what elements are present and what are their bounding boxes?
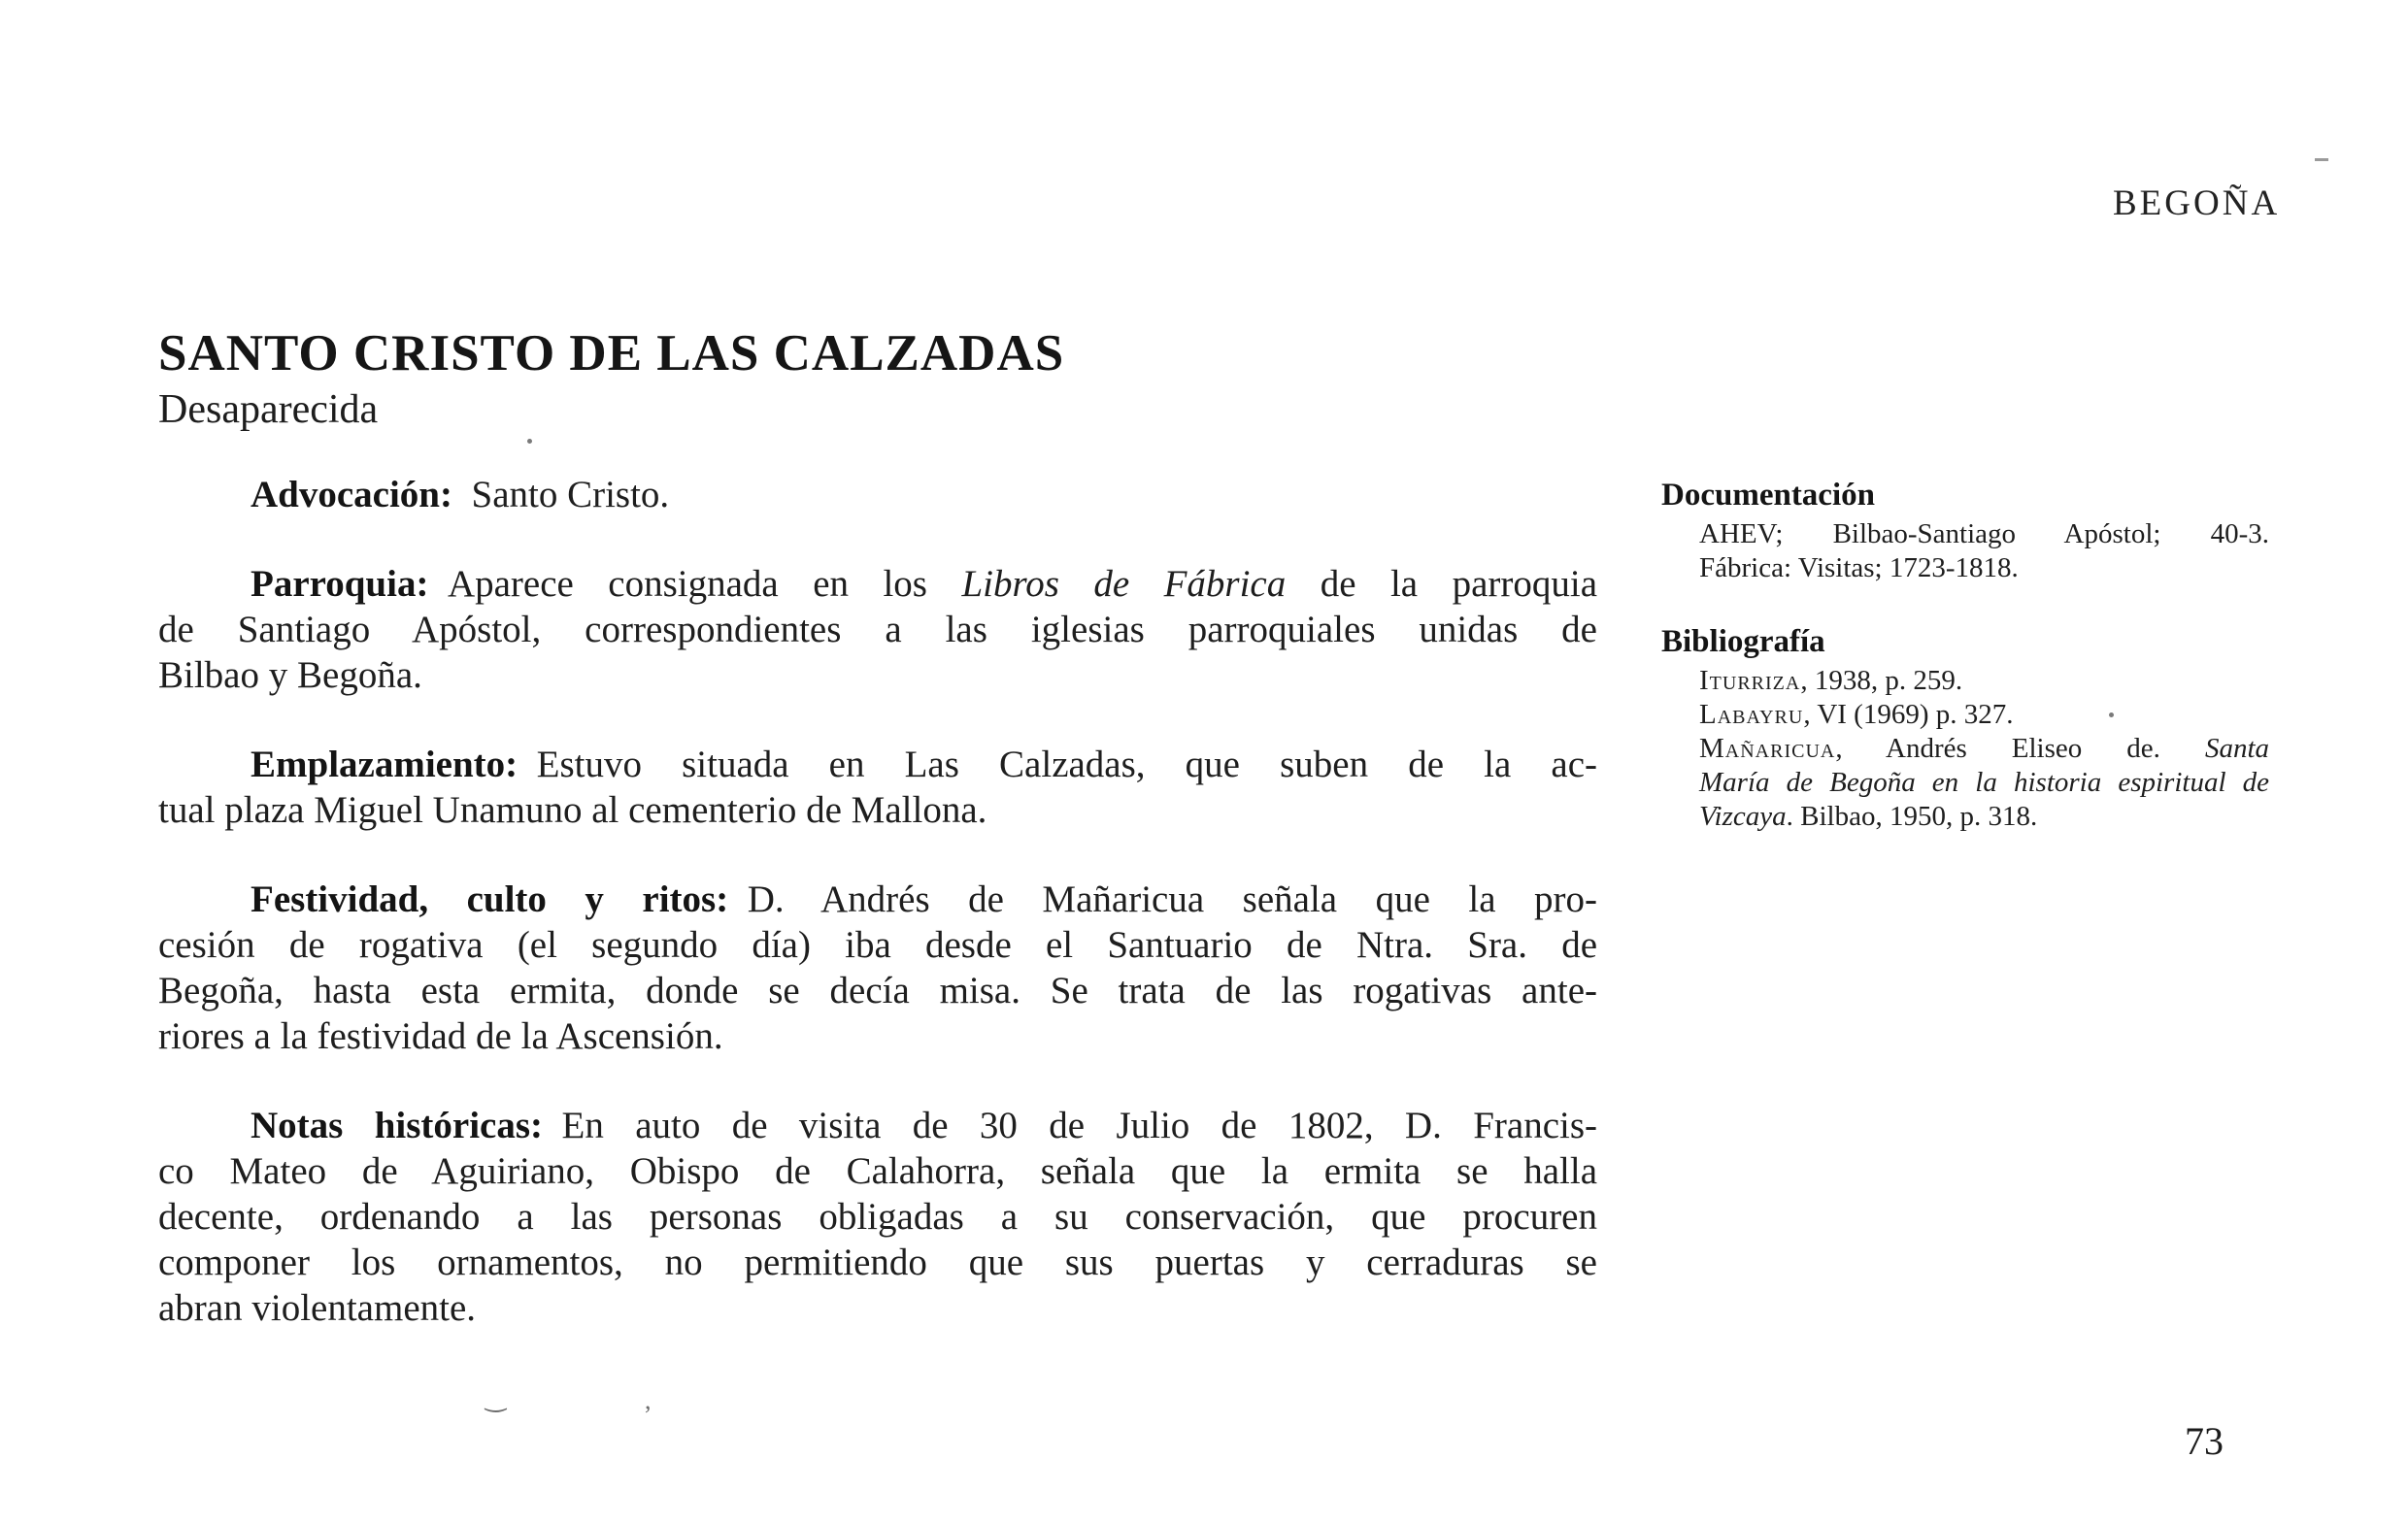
text-run: Fábrica: Visitas; 1723-1818. [1699,552,2019,583]
scan-artifact [2315,158,2328,161]
text-run: decente, ordenando a las personas obligadas a su conservación, que procuren [158,1196,1597,1238]
text-run: Bilbao y Begoña. [158,654,422,696]
body-line [158,1194,1597,1240]
body-line [158,472,1597,517]
reference-line [1699,551,2269,585]
page-title: SANTO CRISTO DE LAS CALZADAS [158,325,1065,381]
body-line [158,1240,1597,1285]
text-run: En auto de visita de 30 de Julio de 1802, D. Francis- [543,1105,1598,1146]
text-run: D. Andrés de Mañaricua señala que la pro- [728,878,1598,920]
body-line [158,742,1597,787]
reference-column [1661,478,2269,834]
reference-line [1699,664,2269,698]
reference-section-heading: Bibliografía [1661,624,1825,659]
lead-in-label: Parroquia: [251,563,429,605]
text-run: co Mateo de Aguiriano, Obispo de Calahorra, señala que la ermita se halla [158,1150,1597,1192]
reference-line [1699,800,2269,834]
reference-line [1699,766,2269,800]
text-run: de la parroquia [1286,563,1598,605]
text-run: de Santiago Apóstol, correspondientes a las iglesias parroquiales unidas de [158,609,1597,650]
paragraph-festividad [158,877,1597,1059]
lead-in-label: Emplazamiento: [251,744,518,785]
body-line [158,922,1597,968]
reference-entries [1699,664,2269,834]
text-run: Labayru [1699,699,1804,730]
text-run: Santa [2204,733,2269,764]
lead-in-label: Advocación: [251,474,452,515]
text-run: abran violentamente. [158,1287,477,1329]
text-run: Iturriza [1699,665,1801,696]
text-run: tual plaza Miguel Unamuno al cementerio de Mallona. [158,789,987,831]
scan-artifact: , [645,1386,652,1414]
reference-line [1699,517,2269,551]
reference-section-heading: Documentación [1661,478,1875,513]
text-run: Begoña, hasta esta ermita, donde se decía misa. Se trata de las rogativas ante- [158,970,1597,1011]
scan-artifact: ‿ [485,1384,506,1412]
body-line [158,877,1597,922]
text-run: Estuvo situada en Las Calzadas, que suben de la ac- [518,744,1597,785]
body-line [158,1103,1597,1148]
text-run: . Bilbao, 1950, p. 318. [1786,801,2038,832]
body-line [158,968,1597,1013]
text-run: riores a la festividad de la Ascensión. [158,1015,723,1057]
page-subtitle: Desaparecida [158,387,379,432]
scan-artifact [527,439,532,444]
text-run: Vizcaya [1699,801,1787,832]
body-line [158,1285,1597,1331]
reference-entries [1699,517,2269,585]
lead-in-label: Notas históricas: [251,1105,544,1146]
text-run: Mañaricua [1699,733,1836,764]
reference-line [1699,698,2269,732]
paragraph-emplazamiento [158,742,1597,833]
main-text-column [158,472,1597,1331]
text-run: Libros de Fábrica [961,563,1287,605]
body-line [158,1013,1597,1059]
text-run: Aparece consignada en los [428,563,962,605]
lead-in-label: Festividad, culto y ritos: [251,878,729,920]
body-line [158,787,1597,833]
text-run: cesión de rogativa (el segundo día) iba desde el Santuario de Ntra. Sra. de [158,924,1597,966]
text-run: componer los ornamentos, no permitiendo que sus puertas y cerraduras se [158,1242,1597,1283]
paragraph-notas-historicas [158,1103,1597,1331]
text-run: Santo Cristo. [452,474,670,515]
reference-section [1661,624,2269,834]
body-line [158,1148,1597,1194]
reference-section [1661,478,2269,585]
scan-artifact [2109,712,2114,717]
body-line [158,607,1597,652]
paragraph-advocacion [158,472,1597,517]
text-run: , VI (1969) p. 327. [1803,699,2014,730]
body-line [158,561,1597,607]
text-run: , Andrés Eliseo de. [1835,733,2205,764]
body-line [158,652,1597,698]
paragraph-parroquia [158,561,1597,698]
running-header: BEGOÑA [2113,183,2281,223]
text-run: , 1938, p. 259. [1800,665,1963,696]
reference-line [1699,732,2269,766]
text-run: AHEV; Bilbao-Santiago Apóstol; 40-3. [1699,518,2269,549]
text-run: María de Begoña en la historia espiritual de [1699,767,2269,798]
page-number: 73 [2185,1419,2224,1463]
